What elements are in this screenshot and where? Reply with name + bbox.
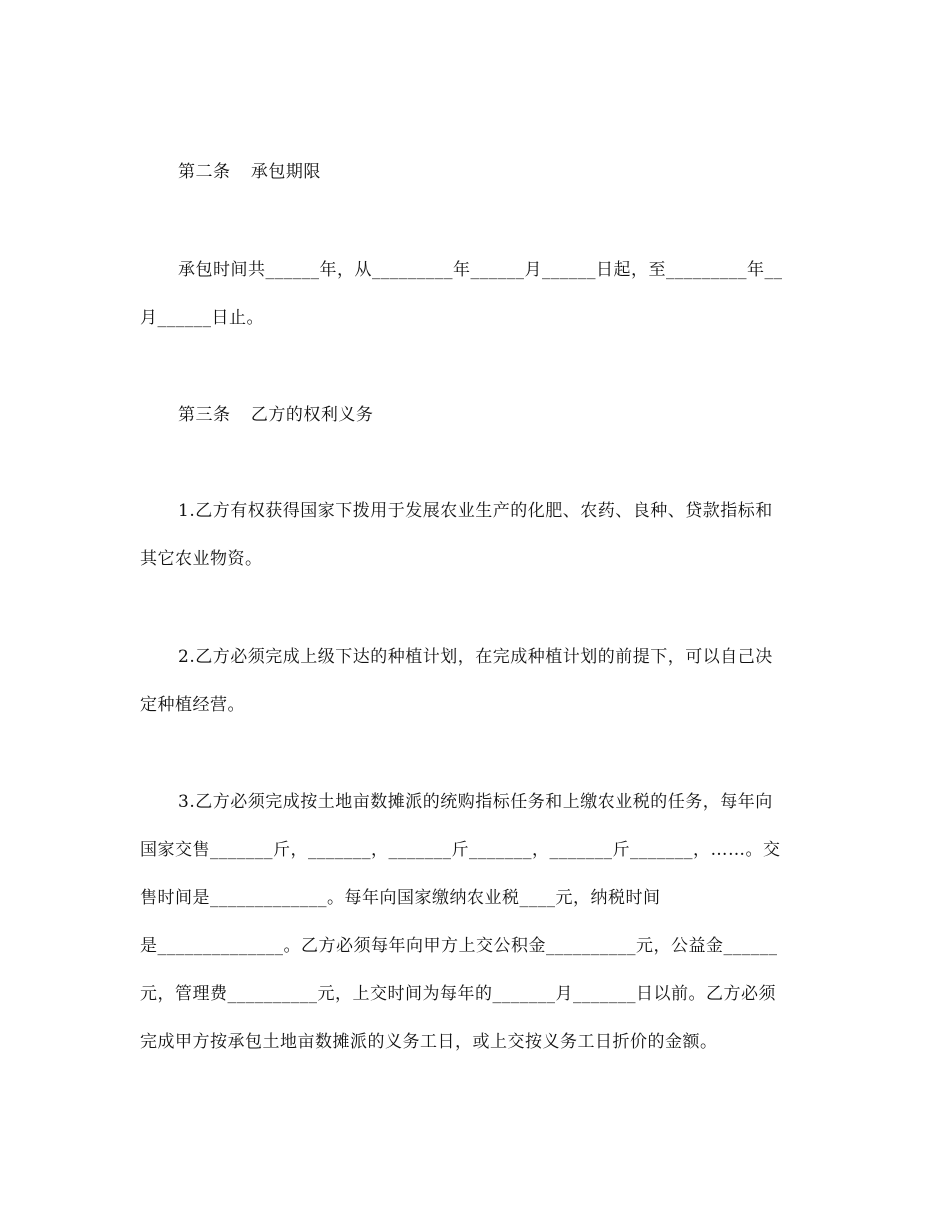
- article-3-title: 乙方的权利义务: [250, 405, 374, 425]
- article-3-item-1-line-2: 其它农业物资。: [140, 549, 263, 569]
- article-3-item-1-line-1: 1.乙方有权获得国家下拨用于发展农业生产的化肥、农药、良种、贷款指标和: [178, 501, 773, 521]
- article-3-item-3-line-6: 完成甲方按承包土地亩数摊派的义务工日，或上交按义务工日折价的金额。: [140, 1032, 718, 1052]
- article-3-item-3-line-2: 国家交售_______斤，_______，_______斤_______，_______斤_______，……。交: [140, 840, 781, 860]
- article-2-line-2: 月______日止。: [140, 308, 264, 328]
- article-2-heading: [178, 160, 321, 184]
- article-3-item-2-line-2: 定种植经营。: [140, 695, 245, 715]
- article-3-item-3-line-5: 元，管理费__________元，上交时间为每年的_______月_______日以前。乙方必须: [140, 984, 776, 1004]
- article-3-item-3-line-4: 是______________。乙方必须每年向甲方上交公积金__________元，公益金______: [140, 936, 778, 956]
- article-2-title: 承包期限: [250, 162, 321, 182]
- article-3-heading: [178, 403, 373, 427]
- article-3-item-3-line-1: 3.乙方必须完成按土地亩数摊派的统购指标任务和上缴农业税的任务，每年向: [178, 792, 773, 812]
- article-3-item-3-line-3: 售时间是_____________。每年向国家缴纳农业税____元，纳税时间: [140, 888, 661, 908]
- article-2-line-1: 承包时间共______年，从_________年______月______日起，至_________年__: [178, 260, 783, 280]
- article-2-number: 第二条: [178, 162, 231, 182]
- article-3-item-2-line-1: 2.乙方必须完成上级下达的种植计划，在完成种植计划的前提下，可以自己决: [178, 647, 773, 667]
- article-3-number: 第三条: [178, 405, 231, 425]
